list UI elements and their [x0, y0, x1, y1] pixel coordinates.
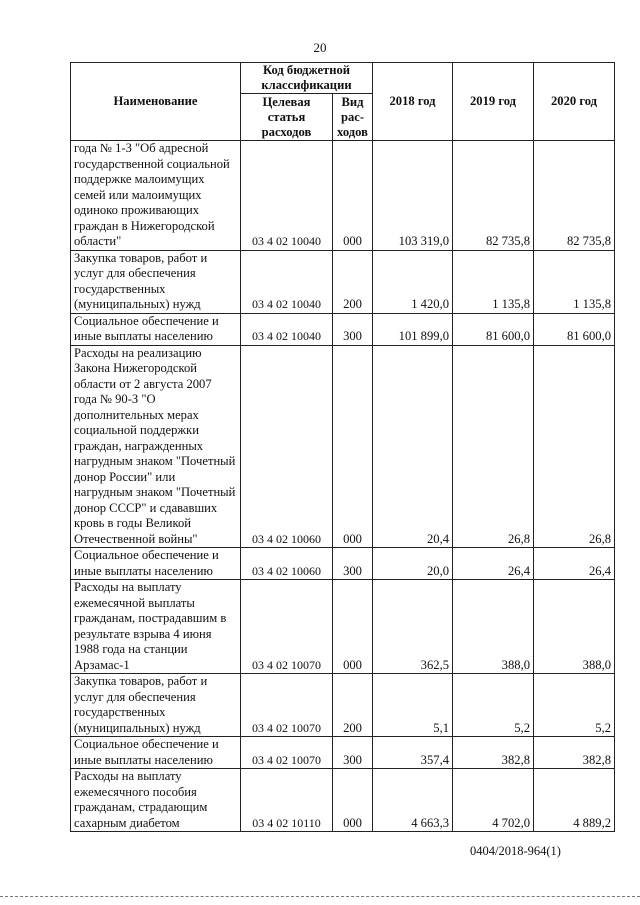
row-type: 000 [333, 141, 373, 251]
header-2019: 2019 год [453, 63, 534, 141]
header-target-article: Целевая статья расходов [241, 94, 333, 141]
row-code: 03 4 02 10070 [241, 580, 333, 674]
row-2018: 4 663,3 [373, 769, 453, 832]
budget-table [70, 62, 615, 832]
document-number: 0404/2018-964(1) [470, 844, 561, 858]
row-type: 000 [333, 345, 373, 548]
row-name: Расходы на выплату ежемесячного пособия гражданам, страдающим сахарным диабетом [71, 769, 241, 832]
row-2018: 357,4 [373, 737, 453, 769]
header-2020: 2020 год [534, 63, 615, 141]
row-2019: 1 135,8 [453, 250, 534, 313]
table-row [71, 580, 615, 674]
row-2018: 362,5 [373, 580, 453, 674]
row-2019: 4 702,0 [453, 769, 534, 832]
row-type: 300 [333, 548, 373, 580]
row-2019: 82 735,8 [453, 141, 534, 251]
row-2019: 26,4 [453, 548, 534, 580]
row-2020: 81 600,0 [534, 313, 615, 345]
row-type: 300 [333, 737, 373, 769]
row-2018: 20,0 [373, 548, 453, 580]
row-2019: 81 600,0 [453, 313, 534, 345]
row-name: Социальное обеспечение и иные выплаты населению [71, 313, 241, 345]
row-name: года № 1-З "Об адресной государственной социальной поддержке малоимущих семей или малоимущих одиноко проживающих граждан в Нижегородской области" [71, 141, 241, 251]
row-name: Расходы на выплату ежемесячной выплаты гражданам, пострадавшим в результате взрыва 4 июня 1988 года на станции Арзамас-1 [71, 580, 241, 674]
row-2018: 103 319,0 [373, 141, 453, 251]
row-code: 03 4 02 10060 [241, 345, 333, 548]
row-2020: 5,2 [534, 674, 615, 737]
row-name: Социальное обеспечение и иные выплаты населению [71, 548, 241, 580]
row-2018: 101 899,0 [373, 313, 453, 345]
table-row [71, 345, 615, 548]
row-2020: 26,8 [534, 345, 615, 548]
row-2018: 5,1 [373, 674, 453, 737]
row-code: 03 4 02 10060 [241, 548, 333, 580]
header-name: Наименование [71, 63, 241, 141]
row-name: Социальное обеспечение и иные выплаты населению [71, 737, 241, 769]
row-2018: 1 420,0 [373, 250, 453, 313]
table-row [71, 250, 615, 313]
page-number: 20 [313, 40, 327, 55]
row-2020: 382,8 [534, 737, 615, 769]
header-expense-type: Вид рас-ходов [333, 94, 373, 141]
row-code: 03 4 02 10070 [241, 737, 333, 769]
row-2019: 26,8 [453, 345, 534, 548]
row-2020: 4 889,2 [534, 769, 615, 832]
table-row [71, 769, 615, 832]
row-type: 200 [333, 250, 373, 313]
header-code-group: Код бюджетной классификации [241, 63, 373, 94]
table-header [71, 63, 615, 141]
row-2020: 1 135,8 [534, 250, 615, 313]
row-2018: 20,4 [373, 345, 453, 548]
row-type: 200 [333, 674, 373, 737]
table-row [71, 737, 615, 769]
header-2018: 2018 год [373, 63, 453, 141]
row-2019: 5,2 [453, 674, 534, 737]
row-code: 03 4 02 10040 [241, 313, 333, 345]
row-code: 03 4 02 10040 [241, 250, 333, 313]
row-type: 000 [333, 580, 373, 674]
row-name: Закупка товаров, работ и услуг для обеспечения государственных (муниципальных) нужд [71, 674, 241, 737]
table-row [71, 548, 615, 580]
row-code: 03 4 02 10110 [241, 769, 333, 832]
row-name: Расходы на реализацию Закона Нижегородской области от 2 августа 2007 года № 90-З "О дополнительных мерах социальной поддержки граждан, награжденных нагрудным знаком "Почетный донор России" или нагрудным знаком "Почетный донор СССР" и сдававших кровь в годы Великой Отечественной войны" [71, 345, 241, 548]
row-2019: 388,0 [453, 580, 534, 674]
table-row [71, 313, 615, 345]
table-row [71, 674, 615, 737]
row-2020: 26,4 [534, 548, 615, 580]
row-type: 300 [333, 313, 373, 345]
bottom-divider [0, 896, 640, 897]
row-2020: 82 735,8 [534, 141, 615, 251]
row-code: 03 4 02 10040 [241, 141, 333, 251]
row-2019: 382,8 [453, 737, 534, 769]
table-row [71, 141, 615, 251]
row-2020: 388,0 [534, 580, 615, 674]
row-code: 03 4 02 10070 [241, 674, 333, 737]
row-name: Закупка товаров, работ и услуг для обеспечения государственных (муниципальных) нужд [71, 250, 241, 313]
row-type: 000 [333, 769, 373, 832]
